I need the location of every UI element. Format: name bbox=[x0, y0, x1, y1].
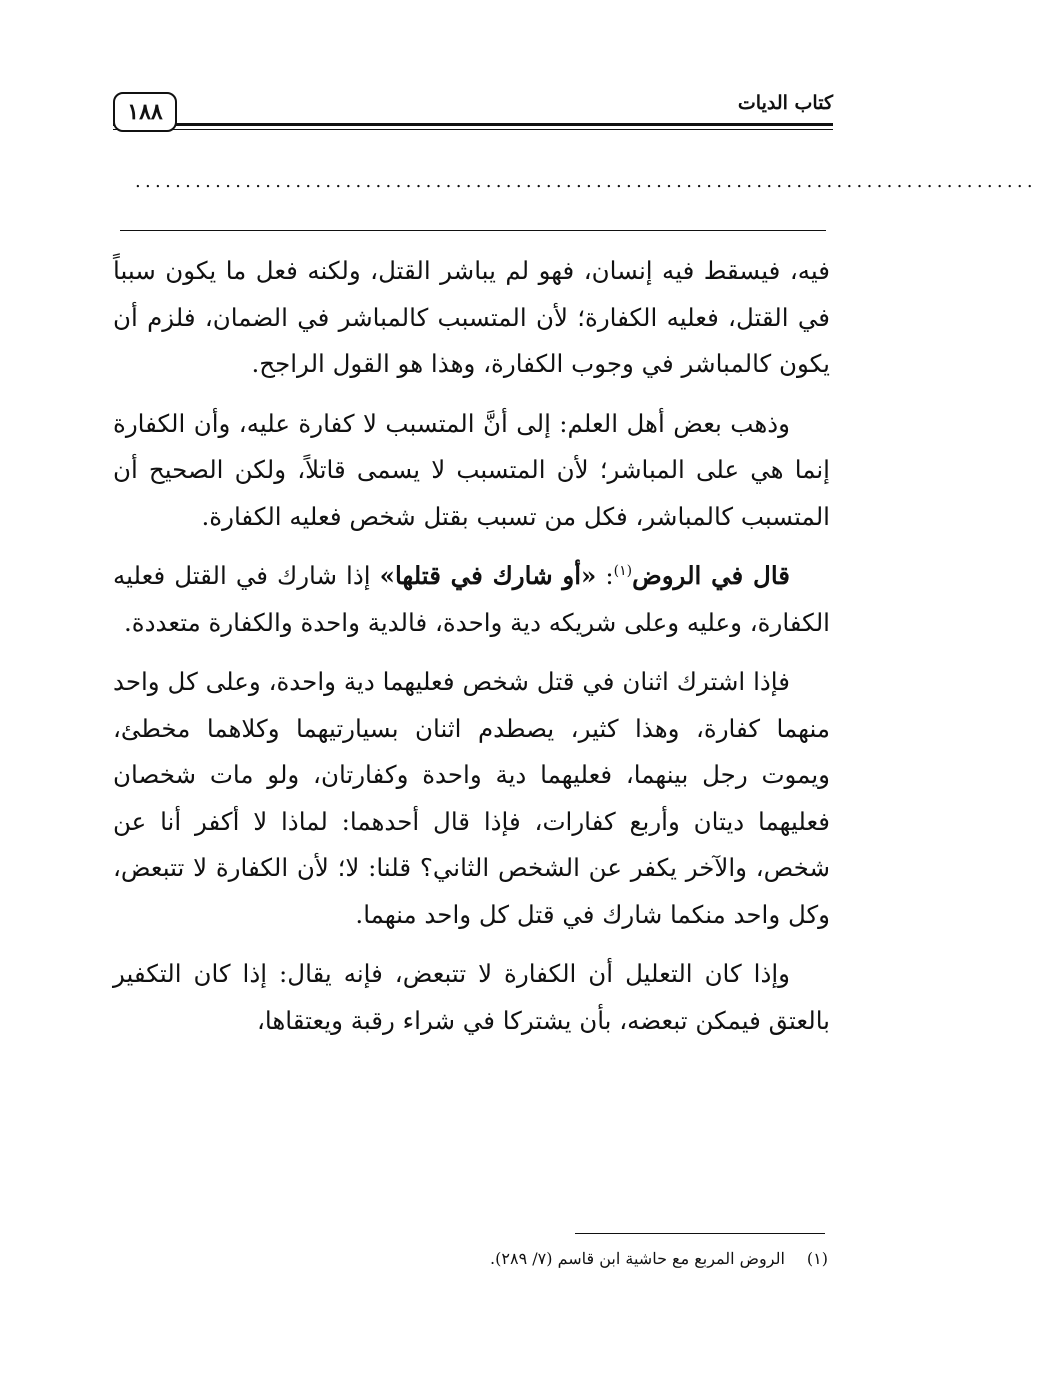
paragraph-3-colon: : bbox=[596, 561, 614, 590]
paragraph-3-rest: إذا شارك في القتل فعليه الكفارة، وعليه وعلى شريكه دية واحدة، فالدية واحدة والكفارة متعددة. bbox=[113, 561, 830, 637]
paragraph-3-lead: قال في الروض bbox=[632, 561, 791, 590]
paragraph-2: وذهب بعض أهل العلم: إلى أنَّ المتسبب لا كفارة عليه، وأن الكفارة إنما هي على المباشر؛ لأن المتسبب لا يسمى قاتلاً، ولكن الصحيح أن المتسبب كالمباشر، فكل من تسبب بقتل شخص فعليه الكفارة. bbox=[113, 408, 830, 531]
top-separator-line bbox=[120, 230, 826, 231]
paragraph-5: وإذا كان التعليل أن الكفارة لا تتبعض، فإنه يقال: إذا كان التكفير بالعتق فيمكن تبعضه، بأن يشتركا في شراء رقبة ويعتقاها، bbox=[113, 959, 830, 1035]
paragraph-3 bbox=[113, 553, 830, 646]
footnote bbox=[300, 1246, 828, 1272]
footnote-reference[interactable]: (١) bbox=[613, 562, 633, 579]
header-rule-thin bbox=[113, 129, 833, 130]
dotted-separator: .......................................................................................... bbox=[135, 171, 1037, 192]
footnote-marker: (١) bbox=[806, 1249, 828, 1268]
paragraph-4: فإذا اشترك اثنان في قتل شخص فعليهما دية واحدة، وعلى كل واحد منهما كفارة، وهذا كثير، يصطدم اثنان بسيارتيهما وكلاهما مخطئ، ويموت رجل بينهما، فعليهما دية واحدة وكفارتان، ولو مات شخصان فعليهما ديتان وأربع كفارات، فإذا قال أحدهما: لماذا لا أكفر أنا عن شخص، والآخر يكفر عن الشخص الثاني؟ قلنا: لا؛ لأن الكفارة لا تتبعض، وكل واحد منكما شارك في قتل كل واحد منهما. bbox=[113, 667, 830, 929]
footnote-text: الروض المربع مع حاشية ابن قاسم (٧/ ٢٨٩). bbox=[490, 1249, 785, 1268]
page-number: ١٨٨ bbox=[113, 92, 177, 132]
page-header bbox=[113, 92, 833, 142]
footnote-separator bbox=[575, 1233, 825, 1234]
paragraph-1: فيه، فيسقط فيه إنسان، فهو لم يباشر القتل، ولكنه فعل ما يكون سبباً في القتل، فعليه الكفارة؛ لأن المتسبب كالمباشر في الضمان، فلزم أن يكون كالمباشر في وجوب الكفارة، وهذا هو القول الراجح. bbox=[113, 256, 830, 378]
header-rule-thick bbox=[113, 123, 833, 126]
paragraph-3-quote: «أو شارك في قتلها» bbox=[379, 561, 597, 590]
body-text bbox=[113, 248, 830, 1057]
book-title: كتاب الديات bbox=[737, 92, 833, 114]
